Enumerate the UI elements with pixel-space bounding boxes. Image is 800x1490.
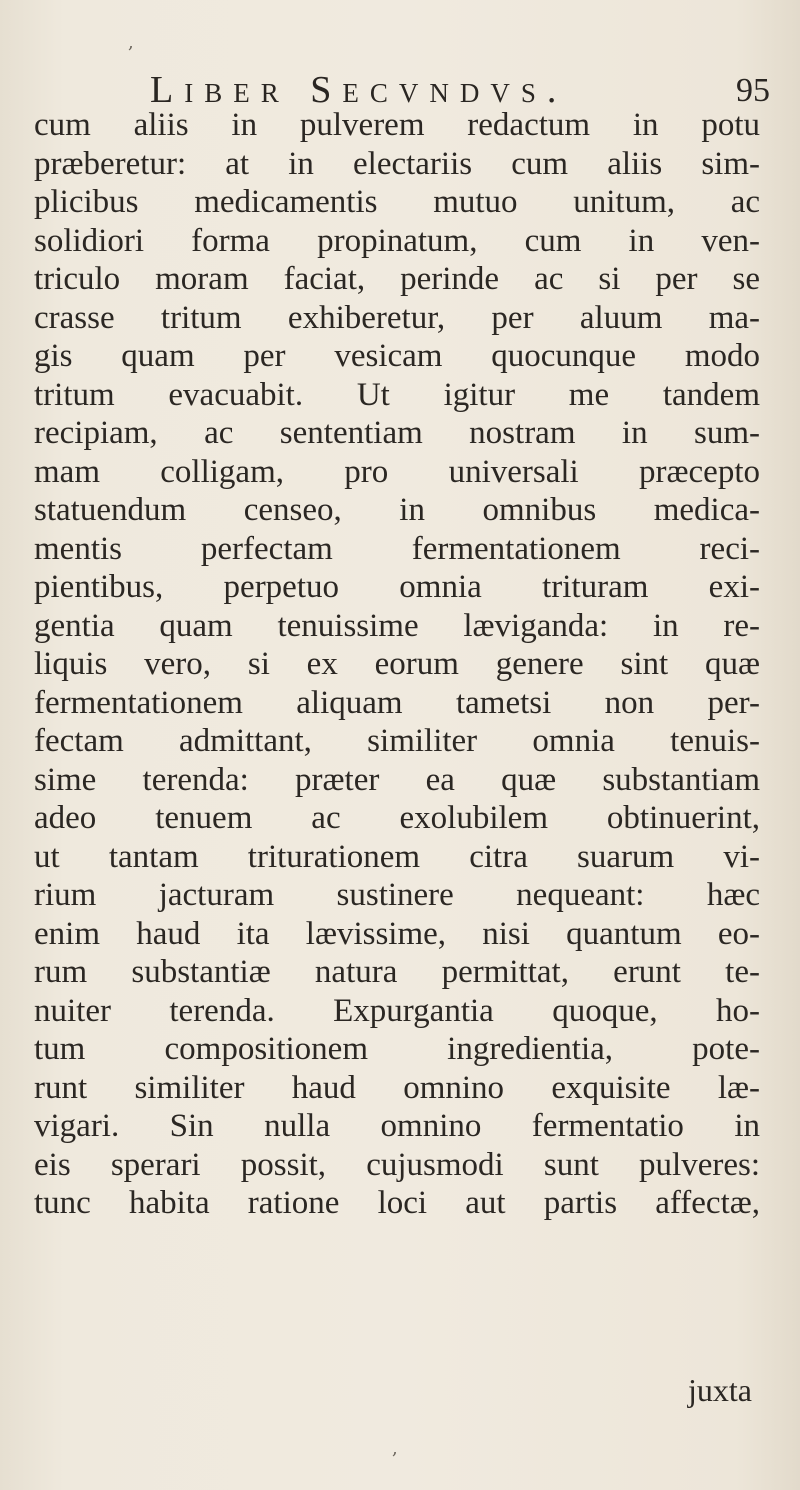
text-line: vigari. Sin nulla omnino fermentatio in [34, 1108, 760, 1144]
text-line: tunc habita ratione loci aut partis affectæ, [34, 1185, 760, 1221]
text-line: plicibus medicamentis mutuo unitum, ac [34, 184, 760, 220]
catchword: juxta [688, 1372, 752, 1408]
text-line: rium jacturam sustinere nequeant: hæc [34, 877, 760, 913]
text-line: pientibus, perpetuo omnia trituram exi- [34, 569, 760, 605]
text-line: fectam admittant, similiter omnia tenuis- [34, 723, 760, 759]
text-line: mam colligam, pro universali præcepto [34, 453, 760, 490]
text-line: sime terenda: præter ea quæ substantiam [34, 761, 760, 798]
ink-speck: , [128, 32, 134, 53]
text-line: triculo moram faciat, perinde ac si per se [34, 261, 760, 297]
text-line: cum aliis in pulverem redactum in potu [34, 107, 760, 143]
text-line: eis sperari possit, cujusmodi sunt pulveres: [34, 1146, 760, 1183]
text-line: nuiter terenda. Expurgantia quoque, ho- [34, 992, 760, 1029]
text-line: rum substantiæ natura permittat, erunt te- [34, 954, 760, 990]
text-line: enim haud ita lævissime, nisi quantum eo- [34, 915, 760, 952]
text-line: recipiam, ac sententiam nostram in sum- [34, 415, 760, 451]
text-line: gis quam per vesicam quocunque modo [34, 338, 760, 374]
text-line: statuendum censeo, in omnibus medica- [34, 492, 760, 528]
text-line: crasse tritum exhiberetur, per aluum ma- [34, 299, 760, 336]
page-number: 95 [736, 72, 770, 109]
body-text [34, 106, 760, 1223]
text-line: ut tantam triturationem citra suarum vi- [34, 838, 760, 875]
text-line: runt similiter haud omnino exquisite læ- [34, 1069, 760, 1106]
text-line: gentia quam tenuissime lævigandа: in re- [34, 607, 760, 644]
text-line: fermentationem aliquam tametsi non per- [34, 684, 760, 721]
text-line: mentis perfectam fermentationem reci- [34, 530, 760, 567]
text-line: præberetur: at in electariis cum aliis sim- [34, 145, 760, 182]
text-line: tum compositionem ingredientia, pote- [34, 1031, 760, 1067]
text-line: adeo tenuem ac exolubilem obtinuerint, [34, 800, 760, 836]
text-line: liquis vero, si ex eorum genere sint quæ [34, 646, 760, 682]
ink-speck: , [392, 1438, 398, 1459]
running-title: Liber Secvndvs. [150, 69, 568, 111]
text-line: tritum evacuabit. Ut igitur me tandem [34, 376, 760, 413]
text-line: solidiori forma propinatum, cum in ven- [34, 222, 760, 259]
